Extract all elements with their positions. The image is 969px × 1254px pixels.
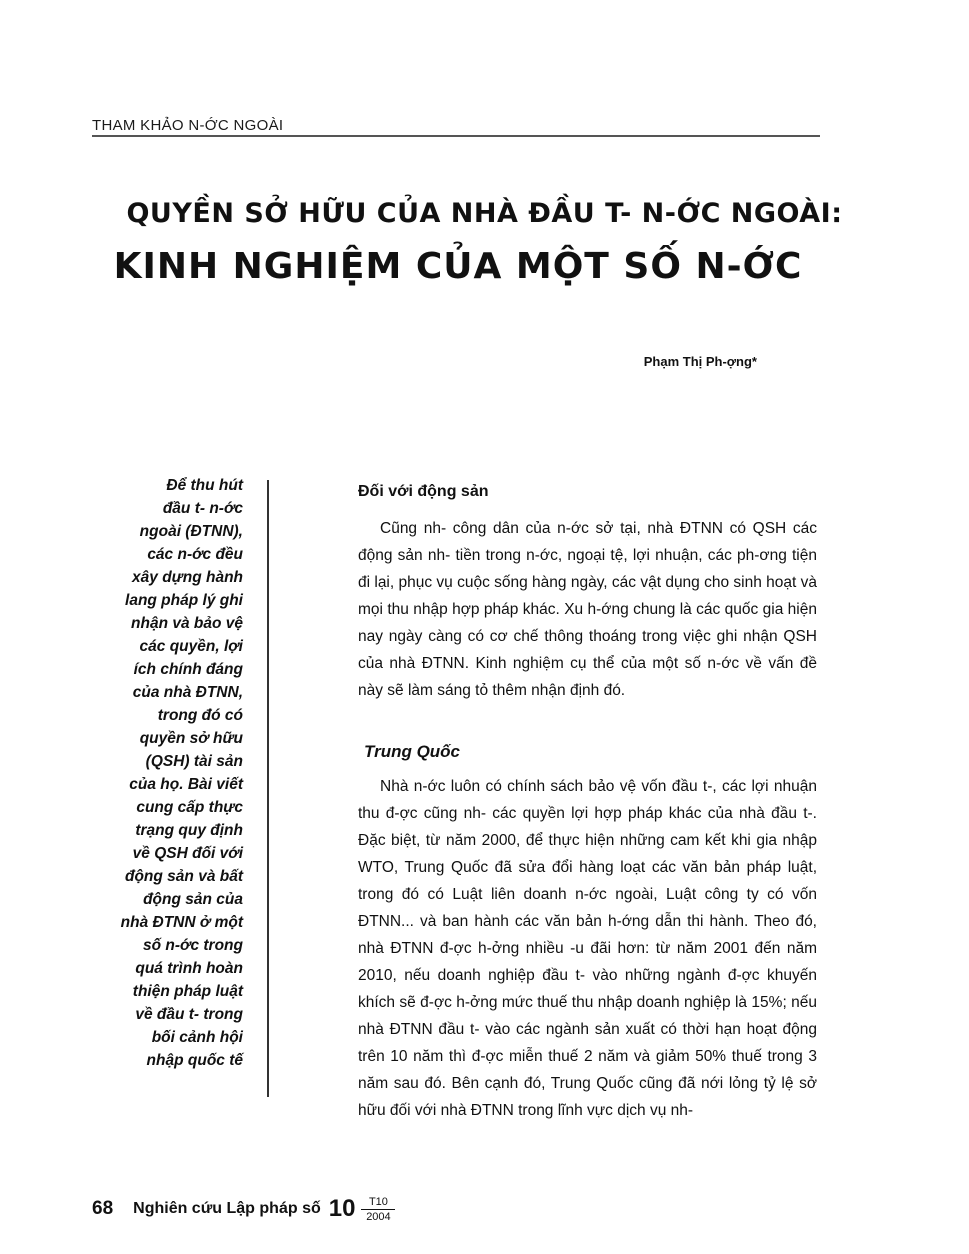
sidebar-line: động sản của bbox=[143, 891, 243, 908]
sidebar-line: nhà ĐTNN ở một bbox=[120, 914, 243, 931]
issue-date bbox=[361, 1196, 395, 1223]
page-number: 68 bbox=[92, 1198, 114, 1219]
issue-date-divider bbox=[361, 1209, 395, 1210]
header-rule bbox=[92, 135, 820, 137]
page-footer bbox=[92, 1194, 395, 1224]
sidebar-line: về QSH đối với bbox=[132, 845, 243, 862]
article-title-line-2: KINH NGHIỆM CỦA MỘT SỐ N-ỚC bbox=[113, 246, 803, 287]
sidebar-line: trạng quy định bbox=[135, 822, 243, 839]
sidebar-line: của nhà ĐTNN, bbox=[132, 684, 243, 701]
sidebar-line: của họ. Bài viết bbox=[129, 776, 243, 793]
section-label: THAM KHẢO N-ỚC NGOÀI bbox=[92, 117, 284, 134]
sidebar-rule bbox=[267, 480, 269, 1097]
sidebar-line: đầu t- n-ớc bbox=[162, 500, 243, 517]
issue-month: T10 bbox=[368, 1195, 388, 1208]
sidebar-line: các n-ớc đều bbox=[147, 546, 243, 563]
sidebar-line: lang pháp lý ghi bbox=[125, 592, 243, 609]
paragraph-china: Nhà n-ớc luôn có chính sách bảo vệ vốn đầu t-, các lợi nhuận thu đ-ợc cũng nh- các quyền lợi hợp pháp khác của nhà đầu t-. Đặc biệt, từ năm 2000, để thực hiện những cam kết khi gia nhập WTO, Trung Quốc đã sửa đổi hàng loạt các văn bản pháp luật, trong đó có Luật liên doanh n-ớc ngoài, Luật công ty có vốn ĐTNN... và ban hành các văn bản h-ớng dẫn thi hành. Theo đó, nhà ĐTNN đ-ợc h-ởng nhiều -u đãi hơn: từ năm 2001 đến năm 2010, nếu doanh nghiệp đầu t- vào những ngành đ-ợc khuyến khích sẽ đ-ợc h-ởng mức thuế thu nhập doanh nghiệp là 15%; nếu nhà ĐTNN đầu t- vào các ngành sản xuất có thời hạn hoạt động trên 10 năm thì đ-ợc miễn thuế 2 năm và giảm 50% thuế trong 3 năm sau đó. Bên cạnh đó, Trung Quốc cũng đã nới lỏng tỷ lệ sở hữu đối với nhà ĐTNN trong lĩnh vực dịch vụ nh- bbox=[358, 778, 817, 1119]
journal-name: Nghiên cứu Lập pháp số bbox=[133, 1200, 321, 1217]
issue-year: 2004 bbox=[366, 1210, 391, 1223]
sidebar-line: số n-ớc trong bbox=[143, 937, 243, 954]
sidebar-line: thiện pháp luật bbox=[132, 983, 243, 1000]
paragraph-movable-property: Cũng nh- công dân của n-ớc sở tại, nhà ĐTNN có QSH các động sản nh- tiền trong n-ớc, ngoại tệ, lợi nhuận, các ph-ơng tiện đi lại, phục vụ cuộc sống hàng ngày, các vật dụng cho sinh hoạt và mọi thu nhập hợp pháp khác. Xu h-ớng chung là các quốc gia hiện nay ngày càng có cơ chế thông thoáng trong việc ghi nhận QSH của nhà ĐTNN. Kinh nghiệm cụ thể của một số n-ớc về vấn đề này sẽ làm sáng tỏ thêm nhận định đó. bbox=[358, 520, 817, 699]
sidebar-line: cung cấp thực bbox=[136, 799, 243, 816]
sidebar-line: quyền sở hữu bbox=[139, 730, 243, 747]
sidebar-line: ngoài (ĐTNN), bbox=[139, 523, 243, 540]
sidebar-line: trong đó có bbox=[157, 707, 243, 724]
sidebar-abstract bbox=[92, 474, 243, 1072]
sidebar-line: quá trình hoàn bbox=[135, 960, 243, 977]
sidebar-line: về đầu t- trong bbox=[135, 1006, 243, 1023]
sidebar-line: nhập quốc tế bbox=[146, 1052, 243, 1069]
sidebar-line: bối cảnh hội bbox=[151, 1029, 243, 1046]
article-title-line-1: QUYỀN SỞ HỮU CỦA NHÀ ĐẦU T- N-ỚC NGOÀI: bbox=[126, 198, 843, 229]
author-name: Phạm Thị Ph-ợng* bbox=[643, 354, 757, 369]
sidebar-line: (QSH) tài sản bbox=[145, 753, 243, 770]
sidebar-line: các quyền, lợi bbox=[139, 638, 243, 655]
sidebar-line: xây dựng hành bbox=[132, 569, 243, 586]
subheading-movable-property: Đối với động sản bbox=[358, 483, 489, 500]
sidebar-line: ích chính đáng bbox=[133, 661, 243, 678]
sidebar-line: động sản và bất bbox=[125, 868, 243, 885]
issue-number: 10 bbox=[328, 1195, 356, 1222]
sidebar-line: nhận và bảo vệ bbox=[131, 615, 243, 632]
subheading-china: Trung Quốc bbox=[364, 742, 461, 761]
sidebar-line: Để thu hút bbox=[166, 477, 243, 494]
